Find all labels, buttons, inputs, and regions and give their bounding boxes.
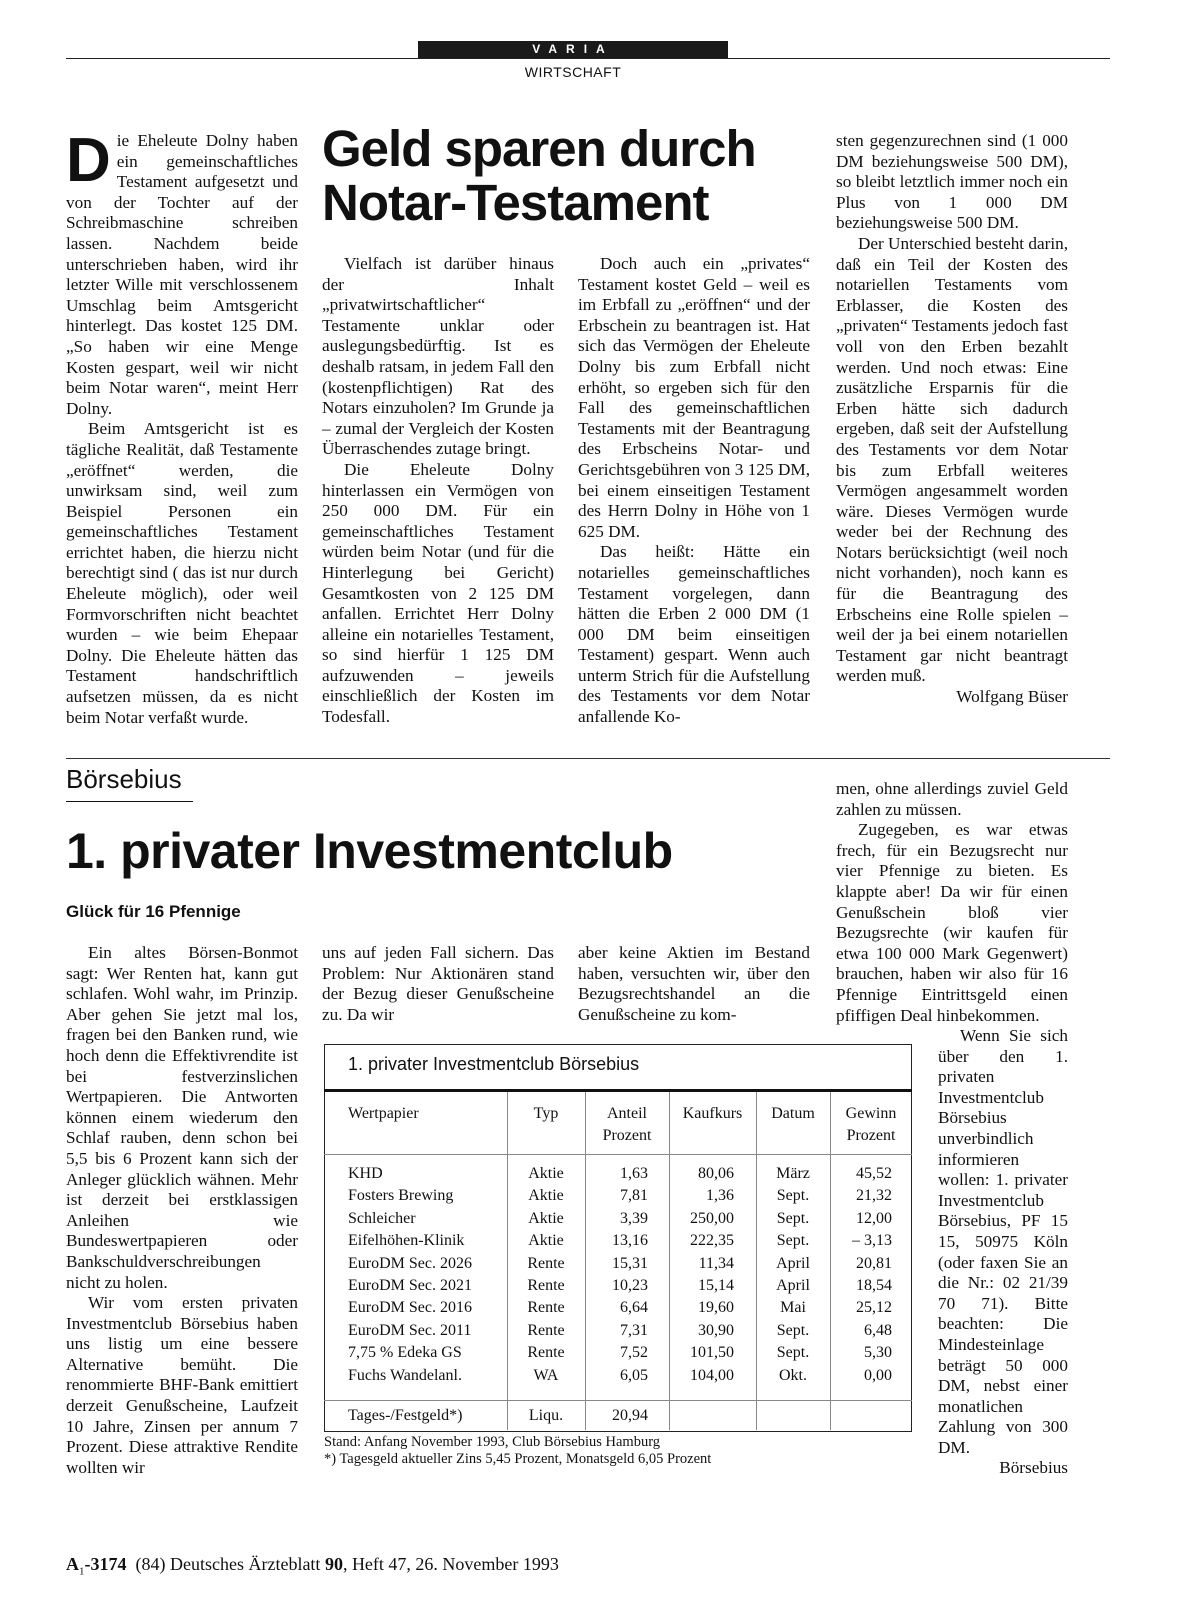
rubric-underline bbox=[66, 801, 193, 802]
table-cell-datum: April bbox=[776, 1277, 810, 1294]
article2-paragraph: Zugegeben, es war etwas frech, für ein Bezugsrecht nur vier Pfennige zu bieten. Es klappte aber! Da wir für einen Genußschein bloß vier Bezugsrechte (wir kaufen für etwa 100 000 Mark Gegenwert) brauchen, haben wir also für 16 Pfennige Eintrittsgeld einen pfiffigen Deal hinbekommen. bbox=[836, 820, 1068, 1025]
section-label: VARIA bbox=[418, 41, 728, 58]
table-cell-anteil: 3,39 bbox=[620, 1209, 648, 1227]
article1-column-4 bbox=[836, 131, 1068, 708]
table-cell-typ: Rente bbox=[527, 1254, 565, 1272]
table-cell-datum: April bbox=[776, 1254, 810, 1272]
table-note: *) Tagesgeld aktueller Zins 5,45 Prozent, Monatsgeld 6,05 Prozent bbox=[324, 1451, 712, 1467]
header-rule bbox=[66, 58, 1110, 59]
table-cell-anteil: 10,23 bbox=[612, 1277, 648, 1294]
table-cell-kaufkurs: 222,35 bbox=[690, 1232, 734, 1250]
article2-headline: 1. privater Investmentclub bbox=[66, 823, 673, 879]
table-cell-gewinn: 20,81 bbox=[856, 1254, 892, 1272]
table-header-anteil-line1: Anteil bbox=[607, 1105, 647, 1122]
article1-headline: Geld sparen durch Notar-Testament bbox=[322, 120, 756, 231]
table-cell-anteil: 7,31 bbox=[620, 1321, 648, 1339]
page-code: A bbox=[66, 1554, 79, 1574]
table-cell-kaufkurs: 80,06 bbox=[698, 1165, 734, 1182]
article2-paragraph: Wir vom ersten privaten Investmentclub Börsebius haben uns listig um eine bessere Alternative bemüht. Die renommierte BHF-Bank emittiert derzeit Genußscheine, Laufzeit 10 Jahre, Zinsen per annum 7 Prozent. Diese attraktive Rendite wollten wir bbox=[66, 1293, 298, 1477]
table-cell-datum: Okt. bbox=[779, 1366, 807, 1384]
table-cell-anteil: 1,63 bbox=[620, 1165, 648, 1182]
article2-column-1 bbox=[66, 943, 298, 1478]
table-cell-typ: Aktie bbox=[528, 1165, 564, 1182]
table-cell-typ: Rente bbox=[527, 1344, 565, 1362]
table-cell-wertpapier: EuroDM Sec. 2026 bbox=[348, 1254, 472, 1272]
table-footer-rule bbox=[324, 1400, 912, 1401]
table-cell-kaufkurs: 11,34 bbox=[698, 1254, 734, 1272]
table-cell-gewinn: 25,12 bbox=[856, 1299, 892, 1317]
article1-paragraph: Vielfach ist darüber hinaus der Inhalt „privatwirtschaftlicher“ Testamente unklar oder auslegungsbedürftig. Ist es deshalb ratsam, in jedem Fall den (kostenpflichtigen) Rat des Notars einzuholen? Im Grunde ja – zumal der Vergleich der Kosten Überraschendes zutage bringt. bbox=[322, 254, 554, 459]
table-cell-typ: Rente bbox=[527, 1277, 565, 1294]
table-cell-wertpapier: EuroDM Sec. 2011 bbox=[348, 1321, 472, 1339]
article2-author: Börsebius bbox=[999, 1458, 1068, 1478]
table-footer-typ: Liqu. bbox=[528, 1407, 564, 1424]
table-cell-gewinn: 5,30 bbox=[864, 1344, 892, 1362]
table-cell-wertpapier: 7,75 % Edeka GS bbox=[348, 1344, 462, 1362]
table-notes bbox=[324, 1434, 711, 1468]
table-cell-kaufkurs: 15,14 bbox=[698, 1277, 734, 1294]
table-header-gewinn-line1: Gewinn bbox=[845, 1105, 897, 1122]
table-cell-datum: Sept. bbox=[776, 1187, 810, 1205]
table-header-datum: Datum bbox=[771, 1105, 815, 1122]
table-header-gewinn-line2: Prozent bbox=[846, 1127, 896, 1144]
table-cell-gewinn: 6,48 bbox=[864, 1321, 892, 1339]
table-cell-kaufkurs: 104,00 bbox=[690, 1366, 734, 1384]
article2-paragraph: aber keine Aktien im Bestand haben, versuchten wir, über den Bezugsrechtshandel an die Genußscheine zu kom- bbox=[578, 943, 810, 1024]
table-footer-anteil: 20,94 bbox=[612, 1407, 648, 1424]
article1-column-2 bbox=[322, 254, 554, 728]
column-rubric: Börsebius bbox=[66, 764, 182, 794]
table-cell-kaufkurs: 1,36 bbox=[706, 1187, 734, 1205]
table-cell-datum: Sept. bbox=[776, 1232, 810, 1250]
table-cell-datum: Sept. bbox=[776, 1209, 810, 1227]
journal-issue: , Heft 47, 26. November 1993 bbox=[342, 1554, 559, 1574]
table-cell-wertpapier: EuroDM Sec. 2016 bbox=[348, 1299, 472, 1317]
table-cell-anteil: 7,81 bbox=[620, 1187, 648, 1205]
article2-paragraph: men, ohne allerdings zuviel Geld zahlen zu müssen. bbox=[836, 779, 1068, 819]
article1-column-3 bbox=[578, 254, 810, 728]
table-cell-wertpapier: Fuchs Wandelanl. bbox=[348, 1366, 462, 1384]
table-cell-datum: Sept. bbox=[776, 1344, 810, 1362]
table-cell-wertpapier: Eifelhöhen-Klinik bbox=[348, 1232, 465, 1250]
table-header-anteil bbox=[585, 1103, 669, 1147]
table-cell-gewinn: 21,32 bbox=[856, 1187, 892, 1205]
article1-author: Wolfgang Büser bbox=[956, 687, 1068, 707]
table-cell-typ: Rente bbox=[527, 1299, 565, 1317]
article2-column-4 bbox=[836, 779, 1068, 1026]
subsection-label: WIRTSCHAFT bbox=[524, 64, 622, 80]
table-cell-typ: Aktie bbox=[528, 1232, 564, 1250]
table-cell-kaufkurs: 250,00 bbox=[690, 1209, 734, 1227]
table-header-anteil-line2: Prozent bbox=[602, 1127, 652, 1144]
article2-paragraph: Wenn Sie sich über den 1. privaten Investmentclub Börsebius unverbindlich informieren wollen: 1. privater Investmentclub Börsebius, PF 15 15, 50975 Köln (oder faxen Sie an die Nr.: 02 21/39 70 71). Bitte beachten: Die Mindesteinlage beträgt 50 000 DM, nebst einer monatlichen Zahlung von 300 DM. bbox=[938, 1026, 1068, 1457]
table-cell-typ: Aktie bbox=[528, 1209, 564, 1227]
table-header-typ: Typ bbox=[533, 1105, 559, 1122]
article1-paragraph: Der Unterschied besteht darin, daß ein Teil der Kosten des notariellen Testaments vom Erblasser, die Kosten des „privaten“ Testaments jedoch fast voll von den Erben bezahlt werden. Und noch etwas: Eine zusätzliche Ersparnis für die Erben hätte sich dadurch ergeben, daß seit der Aufstellung des Testaments vor dem Notar bis zum Erbfall weiteres Vermögen angesammelt worden wäre. Dieses Vermögen wurde weder bei der Rechnung des Notars berücksichtigt (weil noch nicht vorhanden), noch kann es für die Beantragung des Erbscheins eine Rolle spielen – weil der ja bei einem notariellen Testament gar nicht beantragt werden muß. bbox=[836, 233, 1068, 686]
table-cell-typ: WA bbox=[533, 1366, 559, 1384]
page-number: -3174 bbox=[84, 1554, 127, 1574]
table-cell-gewinn: 45,52 bbox=[856, 1165, 892, 1182]
table-header-wertpapier: Wertpapier bbox=[348, 1105, 419, 1122]
article1-paragraph: Die Eheleute Dolny hinterlassen ein Vermögen von 250 000 DM. Für ein gemeinschaftliches Testament würden beim Notar (und für die Hinterlegung bei Gericht) Gesamtkosten von 2 125 DM anfallen. Errichtet Herr Dolny alleine ein notarielles Testament, so sind hierfür 1 125 DM aufzuwenden – jeweils einschließlich der Kosten im Todesfall. bbox=[322, 459, 554, 727]
table-cell-kaufkurs: 30,90 bbox=[698, 1321, 734, 1339]
table-cell-datum: Mai bbox=[780, 1299, 806, 1317]
article2-paragraph: uns auf jeden Fall sichern. Das Problem: Nur Aktionären stand der Bezug dieser Genußscheine zu. Da wir bbox=[322, 943, 554, 1024]
article1-paragraph: Doch auch ein „privates“ Testament kostet Geld – weil es im Erbfall zu „eröffnen“ und der Erbschein zu beantragen ist. Hat sich das Vermögen der Eheleute Dolny bis zum Erbfall nicht erhöht, so ergeben sich für den Fall des gemeinschaftlichen Testaments mit der Beantragung des Erbscheins Notar- und Gerichtsgebühren von 3 125 DM, bei einem einseitigen Testament des Herrn Dolny in Höhe von 1 625 DM. bbox=[578, 254, 810, 541]
article1-paragraph: Das heißt: Hätte ein notarielles gemeinschaftliches Testament vorgelegen, dann hätten die Erben 2 000 DM (1 000 DM beim einseitigen Testament) gespart. Wenn auch unterm Strich für die Aufstellung des Testaments vor dem Notar anfallende Ko- bbox=[578, 542, 810, 727]
table-note: Stand: Anfang November 1993, Club Börsebius Hamburg bbox=[324, 1434, 661, 1450]
table-cell-wertpapier: KHD bbox=[348, 1165, 383, 1182]
table-cell-gewinn: 12,00 bbox=[856, 1209, 892, 1227]
journal-volume: 90 bbox=[324, 1554, 343, 1574]
table-cell-anteil: 13,16 bbox=[612, 1232, 648, 1250]
table-header-rule bbox=[324, 1154, 912, 1155]
table-cell-anteil: 7,52 bbox=[620, 1344, 648, 1362]
table-cell-kaufkurs: 19,60 bbox=[698, 1299, 734, 1317]
article1-paragraph: Beim Amtsgericht ist es tägliche Realität, daß Testamente „eröffnet“ werden, die unwirksam sind, weil zum Beispiel Personen ein gemeinschaftliches Testament errichtet haben, die hierzu nicht berechtigt sind ( das ist nur durch Eheleute möglich), oder weil Formvorschriften nicht beachtet wurden – wie beim Ehepaar Dolny. Die Eheleute hätten das Testament handschriftlich aufsetzen müssen, da es nicht beim Notar verfaßt wurde. bbox=[66, 419, 298, 727]
table-cell-wertpapier: Schleicher bbox=[348, 1209, 416, 1227]
article1-paragraph bbox=[66, 126, 298, 419]
journal-name: (84) Deutsches Ärzteblatt bbox=[135, 1554, 325, 1574]
table-cell-anteil: 6,05 bbox=[620, 1366, 648, 1384]
article-separator bbox=[66, 758, 1110, 759]
article2-column-2 bbox=[322, 943, 554, 1025]
table-cell-typ: Rente bbox=[527, 1321, 565, 1339]
table-title: 1. privater Investmentclub Börsebius bbox=[348, 1054, 640, 1074]
table-cell-gewinn: 18,54 bbox=[856, 1277, 892, 1294]
table-cell-wertpapier: EuroDM Sec. 2021 bbox=[348, 1277, 472, 1294]
article1-column-1 bbox=[66, 126, 298, 728]
table-cell-gewinn: 0,00 bbox=[864, 1366, 892, 1384]
table-cell-kaufkurs: 101,50 bbox=[690, 1344, 734, 1362]
paragraph-text: ie Eheleute Dolny haben ein gemeinschaftliches Testament aufgesetzt und von der Tochter auf der Schreibmaschine schreiben lassen. Nachdem beide unterschrieben haben, wird ihr letzter Wille mit verschlossenem Umschlag beim Amtsgericht hinterlegt. Das kostet 125 DM. „So haben wir eine Menge Kosten gespart, weil wir nicht beim Notar waren“, meint Herr Dolny. bbox=[66, 131, 298, 418]
page-code-sub: 1 bbox=[79, 1565, 85, 1578]
table-cell-anteil: 15,31 bbox=[612, 1254, 648, 1272]
table-footer-wertpapier: Tages-/Festgeld*) bbox=[348, 1407, 463, 1424]
table-header-gewinn bbox=[830, 1103, 912, 1147]
table-cell-typ: Aktie bbox=[528, 1187, 564, 1205]
drop-cap: D bbox=[66, 126, 111, 195]
table-cell-datum: Sept. bbox=[776, 1321, 810, 1339]
article1-paragraph: sten gegenzurechnen sind (1 000 DM beziehungsweise 500 DM), so bleibt letztlich immer noch ein Plus von 1 000 DM beziehungsweise 500 DM. bbox=[836, 131, 1068, 233]
table-cell-gewinn: – 3,13 bbox=[852, 1232, 892, 1250]
page-footer bbox=[66, 1554, 559, 1578]
article2-column-4-narrow bbox=[938, 1026, 1068, 1479]
table-header-kaufkurs: Kaufkurs bbox=[682, 1105, 743, 1122]
article2-column-3 bbox=[578, 943, 810, 1025]
article2-subheadline: Glück für 16 Pfennige bbox=[66, 902, 241, 921]
article2-paragraph: Ein altes Börsen-Bonmot sagt: Wer Renten hat, kann gut schlafen. Wohl wahr, im Prinzip. Aber gehen Sie jetzt mal los, fragen bei den Banken rund, wie hoch denn die Effektivrendite ist bei festverzinslichen Wertpapieren. Die Antworten können einem wiederum den Schlaf rauben, denn schon bei 5,5 bis 6 Prozent kann sich der Anleger glücklich wähnen. Mehr ist derzeit bei erstklassigen Anleihen wie Bundeswertpapieren oder Bankschuldverschreibungen nicht zu holen. bbox=[66, 943, 298, 1292]
table-cell-anteil: 6,64 bbox=[620, 1299, 648, 1317]
table-title-rule bbox=[324, 1089, 912, 1092]
table-cell-datum: März bbox=[776, 1165, 810, 1182]
table-cell-wertpapier: Fosters Brewing bbox=[348, 1187, 454, 1205]
